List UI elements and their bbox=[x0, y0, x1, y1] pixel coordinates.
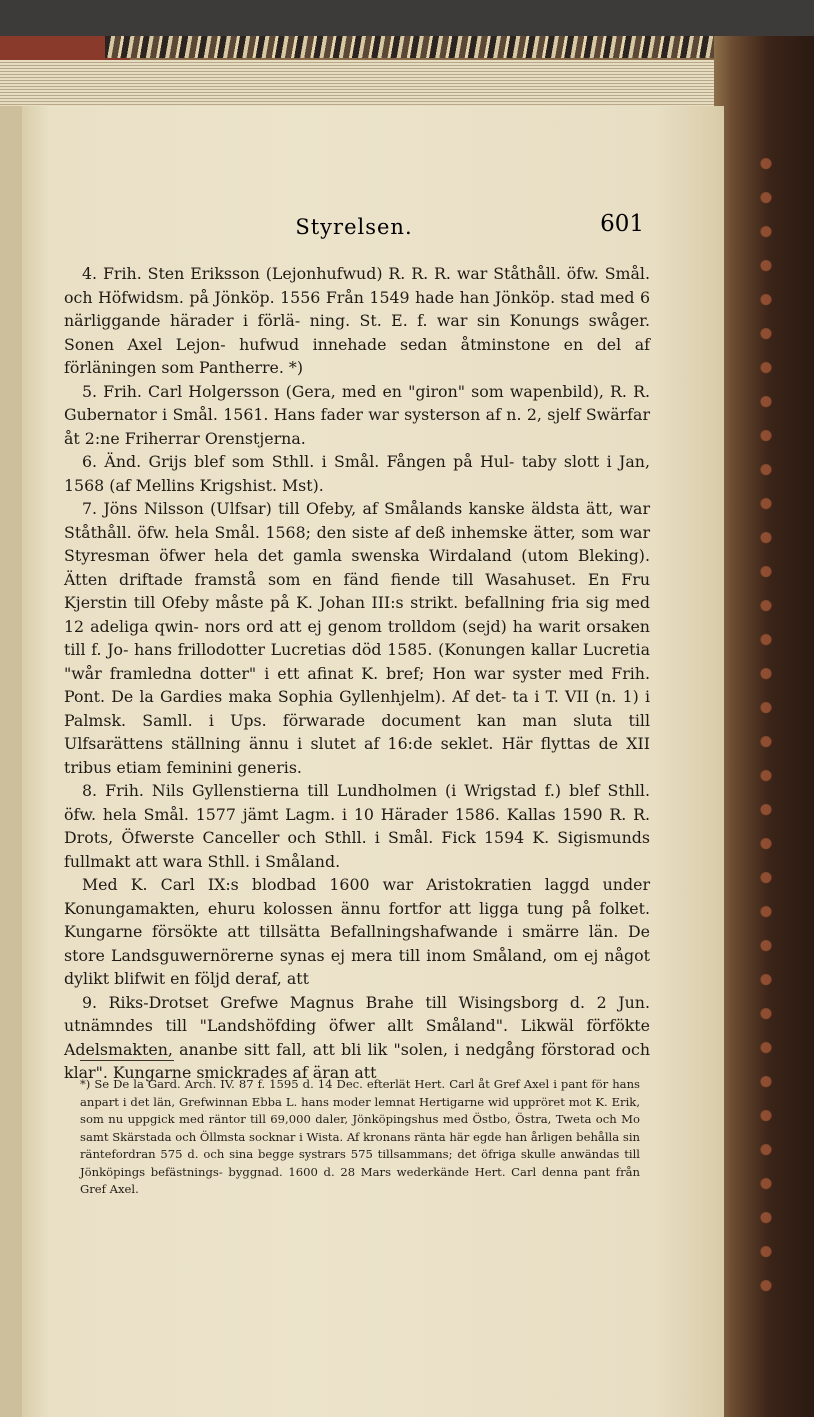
book-spine-pattern bbox=[105, 36, 722, 58]
running-head bbox=[58, 211, 650, 255]
page-edges bbox=[0, 60, 722, 110]
page-number: 601 bbox=[600, 211, 644, 237]
page-body bbox=[64, 262, 650, 1085]
paragraph: 4. Frih. Sten Eriksson (Lejonhufwud) R. R. R. war Ståthåll. öfw. Smål. och Höfwidsm. på Jönköp. 1556 Från 1549 hade han Jönköp. stad med 6 närliggande härader i förlä- ning. St. E. f. war sin Konungs swåger. Sonen Axel Lejon- hufwud innehade sedan åtminstone en del af förläningen som Pantherre. *) bbox=[64, 264, 650, 377]
background-top bbox=[0, 0, 814, 36]
paragraph: 6. Änd. Grijs blef som Sthll. i Smål. Fången på Hul- taby slott i Jan, 1568 (af Mellins Krigshist. Mst). bbox=[64, 452, 650, 495]
running-head-title: Styrelsen. bbox=[295, 215, 413, 239]
cover-marbling bbox=[754, 150, 790, 1300]
footnote: *) Se De la Gard. Arch. IV. 87 f. 1595 d. 14 Dec. efterlät Hert. Carl åt Gref Axel i pant för hans anpart i det län, Grefwinnan Ebba L. hans moder lemnat Hertigarne wid uppröret mot K. Erik, som nu uppgick med räntor till 69,000 daler, Jönköpingshus med Östbo, Östra, Tweta och Mo samt Skärstada och Öllmsta socknar i Wista. Af kronans ränta här egde han årligen behålla sin räntefordran 575 d. och sina begge systrars 575 tillsammans; det öfriga skulle anwändas till Jönköpings befästnings- byggnad. 1600 d. 28 Mars wederkände Hert. Carl denna pant från Gref Axel. bbox=[80, 1077, 640, 1196]
paragraph: 5. Frih. Carl Holgersson (Gera, med en "giron" som wapenbild), R. R. Gubernator i Smål. 1561. Hans fader war systerson af n. 2, sjelf Swärfar åt 2:ne Friherrar Orenstjerna. bbox=[64, 381, 650, 448]
footnote-rule bbox=[80, 1060, 174, 1061]
paragraph: 8. Frih. Nils Gyllenstierna till Lundholmen (i Wrigstad f.) blef Sthll. öfw. hela Smål. 1577 jämt Lagm. i 10 Härader 1586. Kallas 1590 R. R. Drots, Öfwerste Canceller och Sthll. i Smål. Fick 1594 K. Sigismunds fullmakt att wara Sthll. i Småland. bbox=[64, 781, 650, 871]
paragraph: 7. Jöns Nilsson (Ulfsar) till Ofeby, af Smålands kanske äldsta ätt, war Ståthåll. öfw. hela Smål. 1568; den siste af deß inhemske ätter, som war Styresman öfwer hela det gamla swenska Wirdaland (utom Bleking). Ätten driftade framstå som en fänd fiende till Wasahuset. En Fru Kjerstin till Ofeby måste på K. Johan III:s strikt. befallning fria sig med 12 adeliga qwin- nors ord att ej genom trolldom (sejd) ha warit orsaken till f. Jo- hans frillodotter Lucretias död 1585. (Konungen kallar Lucretia "wår framledna dotter" i ett afinat K. bref; Hon war syster med Frih. Pont. De la Gardies maka Sophia Gyllenhjelm). Af det- ta i T. VII (n. 1) i Palmsk. Samll. i Ups. förwarade document kan man sluta till Ulfsarättens ställning ännu i slutet af 16:de seklet. Här flyttas de XII tribus etiam feminini generis. bbox=[64, 499, 650, 777]
paragraph: 9. Riks-Drotset Grefwe Magnus Brahe till Wisingsborg d. 2 Jun. utnämndes till "Landshöfding öfwer allt Småland". Likwäl förfökte Adelsmakten, ananbe sitt fall, att bli lik "solen, i nedgång förstorad och klar". Kungarne smickrades af äran att bbox=[64, 992, 650, 1082]
paragraph: Med K. Carl IX:s blodbad 1600 war Aristokratien laggd under Konungamakten, ehuru kolossen ännu fortfor att ligga tung på folket. Kungarne försökte att tillsätta Befallningshafwande i smärre län. De store Landsguwernörerne synas ej mera till inom Småland, om ej något dylikt blifwit en följd deraf, att bbox=[64, 875, 650, 988]
